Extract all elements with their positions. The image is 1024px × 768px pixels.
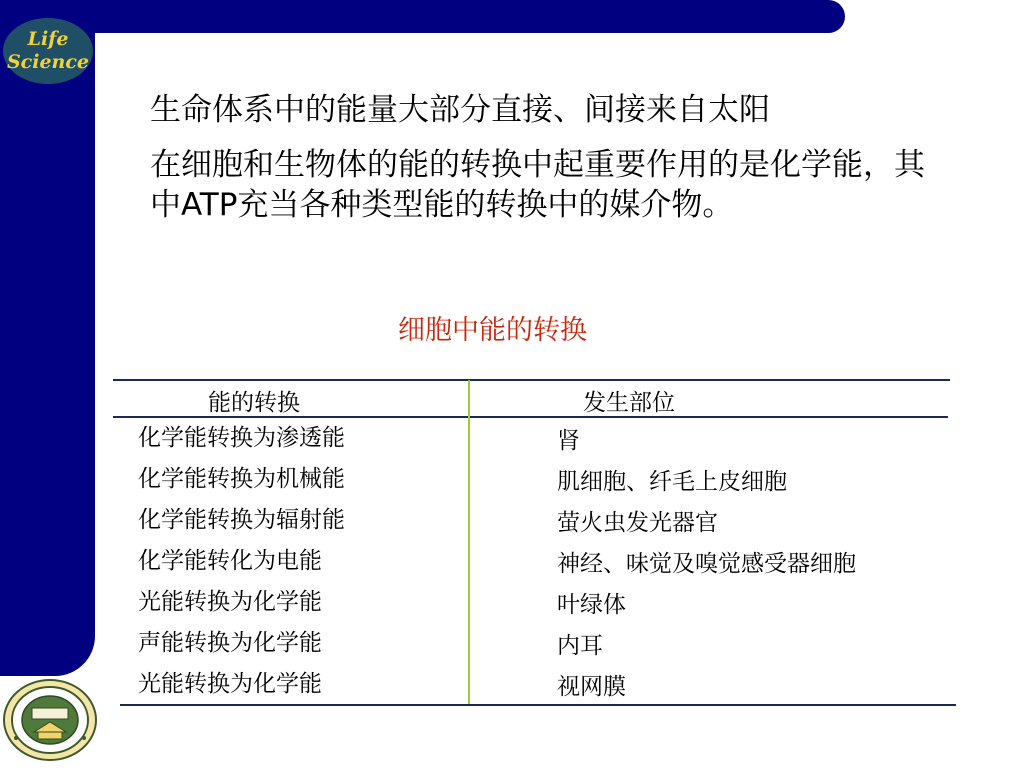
table-cell-location: 叶绿体 bbox=[557, 592, 626, 618]
table-cell-location: 肌细胞、纤毛上皮细胞 bbox=[557, 469, 787, 495]
location-column bbox=[557, 421, 856, 708]
table-column-divider bbox=[468, 380, 470, 704]
table-cell-location: 肾 bbox=[557, 428, 580, 454]
table-cell-conversion: 光能转换为化学能 bbox=[138, 589, 322, 615]
table-cell-conversion: 光能转换为化学能 bbox=[138, 671, 322, 697]
table-cell-conversion: 化学能转换为辐射能 bbox=[138, 507, 345, 533]
logo-line-1: Life bbox=[27, 28, 69, 50]
section-title: 细胞中能的转换 bbox=[398, 315, 587, 346]
table-cell-location: 视网膜 bbox=[557, 674, 626, 700]
navy-top-bar bbox=[0, 0, 845, 33]
table-top-rule bbox=[113, 379, 950, 381]
paragraph-sun-energy: 生命体系中的能量大部分直接、间接来自太阳 bbox=[150, 92, 770, 128]
navy-side-bar bbox=[0, 0, 95, 676]
table-cell-conversion: 化学能转换为机械能 bbox=[138, 466, 345, 492]
life-science-logo bbox=[3, 18, 93, 84]
table-cell-conversion: 声能转换为化学能 bbox=[138, 630, 322, 656]
table-cell-location: 神经、味觉及嗅觉感受器细胞 bbox=[557, 551, 856, 577]
header-conversion: 能的转换 bbox=[208, 390, 300, 416]
logo-line-2: Science bbox=[6, 51, 90, 73]
table-cell-conversion: 化学能转化为电能 bbox=[138, 548, 322, 574]
table-cell-location: 内耳 bbox=[557, 633, 603, 659]
header-location: 发生部位 bbox=[583, 390, 675, 416]
paragraph-atp-mediator: 在细胞和生物体的能的转换中起重要作用的是化学能，其中ATP充当各种类型能的转换中的媒介物。 bbox=[150, 147, 925, 223]
table-cell-location: 萤火虫发光器官 bbox=[557, 510, 718, 536]
university-seal-icon bbox=[2, 678, 98, 762]
frame-inner-corner bbox=[95, 33, 155, 93]
table-cell-conversion: 化学能转换为渗透能 bbox=[138, 425, 345, 451]
conversion-column bbox=[138, 418, 345, 705]
